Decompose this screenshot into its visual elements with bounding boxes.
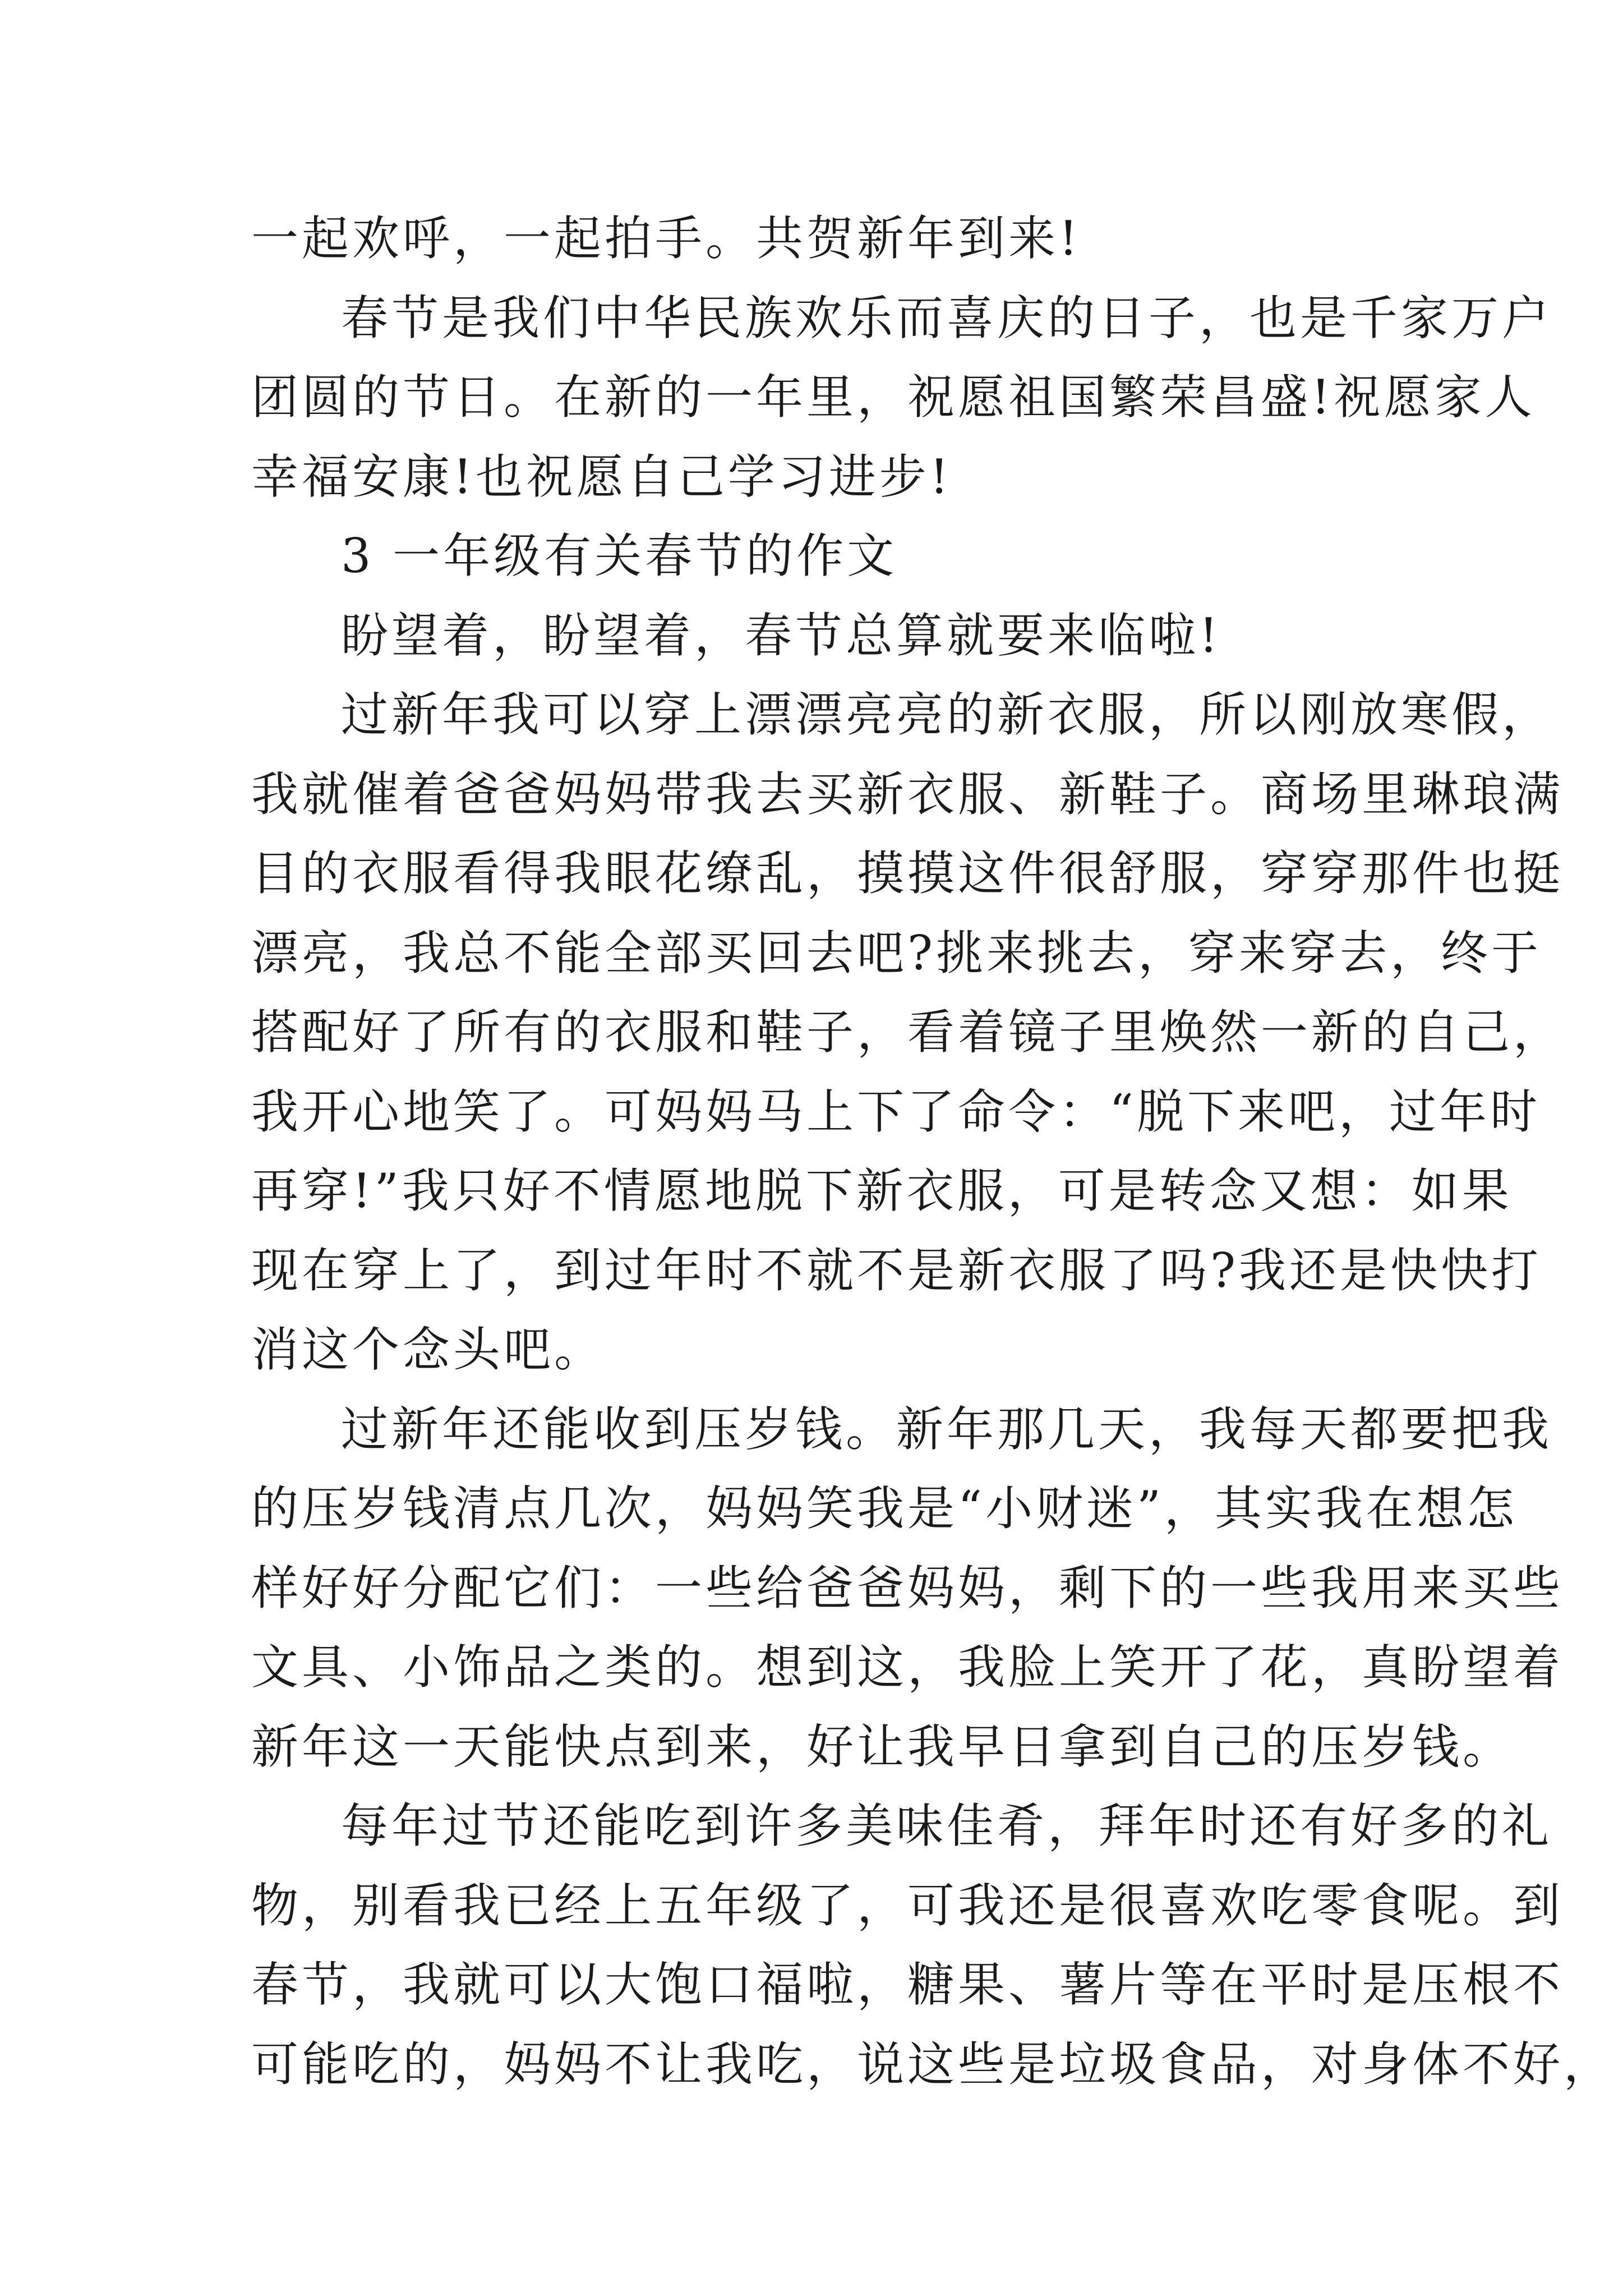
- text-line: 过新年我可以穿上漂漂亮亮的新衣服，所以刚放寒假，: [341, 687, 1553, 742]
- text-line: 每年过节还能吃到许多美味佳肴，拜年时还有好多的礼: [341, 1798, 1553, 1853]
- text-line: 春节是我们中华民族欢乐而喜庆的日子，也是千家万户: [341, 290, 1553, 346]
- text-line: 我就催着爸爸妈妈带我去买新衣服、新鞋子。商场里琳琅满: [251, 766, 1564, 822]
- text-line: 的压岁钱清点几次，妈妈笑我是“小财迷”，其实我在想怎: [251, 1481, 1518, 1536]
- section-heading: 3 一年级有关春节的作文: [341, 528, 898, 583]
- text-line: 物，别看我已经上五年级了，可我还是很喜欢吃零食呢。到: [251, 1878, 1564, 1933]
- text-line: 漂亮，我总不能全部买回去吧?挑来挑去，穿来穿去，终于: [251, 925, 1542, 981]
- document-body: [251, 199, 1615, 2104]
- text-line: 搭配好了所有的衣服和鞋子，看着镜子里焕然一新的自己，: [251, 1005, 1564, 1060]
- text-line: 消这个念头吧。: [251, 1322, 605, 1377]
- text-line: 我开心地笑了。可妈妈马上下了命令：“脱下来吧，过年时: [251, 1084, 1541, 1139]
- text-line: 一起欢呼，一起拍手。共贺新年到来!: [251, 211, 1081, 266]
- text-line: 文具、小饰品之类的。想到这，我脸上笑开了花，真盼望着: [251, 1640, 1564, 1695]
- text-line: 春节，我就可以大饱口福啦，糖果、薯片等在平时是压根不: [251, 1957, 1564, 2012]
- text-line: 样好好分配它们：一些给爸爸妈妈，剩下的一些我用来买些: [251, 1560, 1564, 1616]
- text-line: 过新年还能收到压岁钱。新年那几天，我每天都要把我: [341, 1401, 1553, 1457]
- text-line: 团圆的节日。在新的一年里，祝愿祖国繁荣昌盛!祝愿家人: [251, 370, 1536, 425]
- text-line: 幸福安康!也祝愿自己学习进步!: [251, 449, 952, 504]
- text-line: 再穿!”我只好不情愿地脱下新衣服，可是转念又想：如果: [251, 1163, 1513, 1218]
- text-line: 新年这一天能快点到来，好让我早日拿到自己的压岁钱。: [251, 1719, 1514, 1774]
- text-line: 目的衣服看得我眼花缭乱，摸摸这件很舒服，穿穿那件也挺: [251, 846, 1564, 901]
- text-line: 可能吃的，妈妈不让我吃，说这些是垃圾食品，对身体不好，: [251, 2036, 1615, 2092]
- text-line: 盼望着，盼望着，春节总算就要来临啦!: [341, 608, 1221, 663]
- text-line: 现在穿上了，到过年时不就不是新衣服了吗?我还是快快打: [251, 1243, 1542, 1298]
